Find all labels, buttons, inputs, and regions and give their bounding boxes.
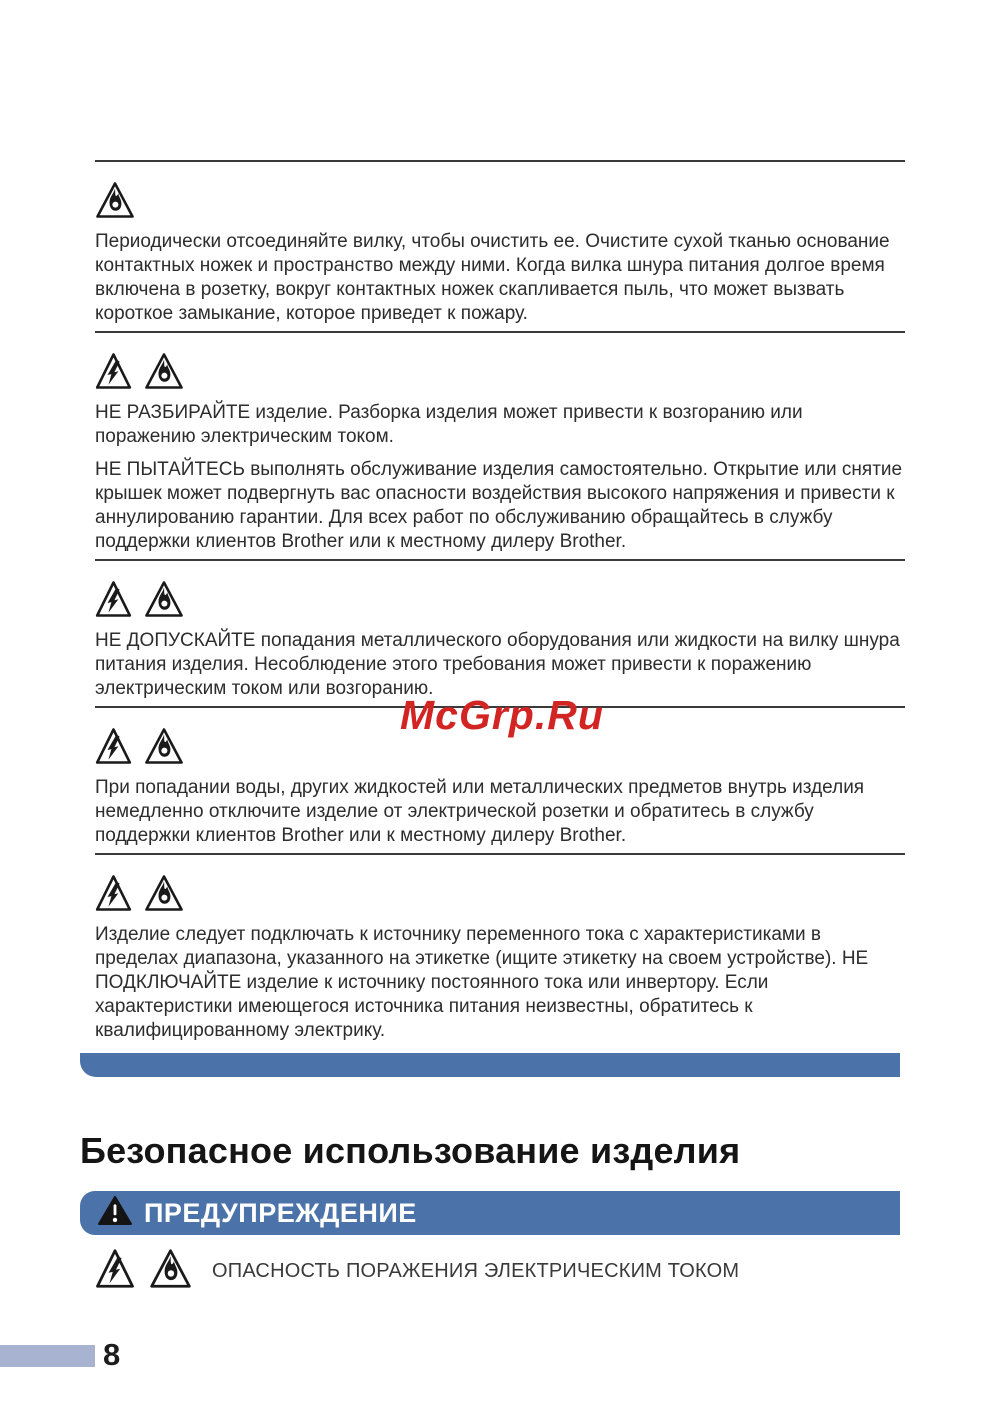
warning-paragraph: НЕ ПЫТАЙТЕСЬ выполнять обслуживание изделия самостоятельно. Открытие или снятие крышек может подвергнуть вас опасности воздействия высокого напряжения и привести к аннулированию гарантии. Для всех работ по обслуживанию обращайтесь в службу поддержки клиентов Brother или к местному дилеру Brother. <box>95 459 903 552</box>
watermark: McGrp.Ru <box>400 692 604 738</box>
warning-banner-label: ПРЕДУПРЕЖДЕНИЕ <box>144 1197 417 1228</box>
warning-paragraph: При попадании воды, других жидкостей или металлических предметов внутрь изделия немедленно отключите изделие от электрической розетки и обратитесь в службу поддержки клиентов Brother или к местному дилеру Brother. <box>95 777 865 846</box>
fire-hazard-icon <box>144 726 184 766</box>
warning-paragraph: Изделие следует подключать к источнику переменного тока с характеристиками в пределах диапазона, указанного на этикетке (ищите этикетку на своем устройстве). НЕ ПОДКЛЮЧАЙТЕ изделие к источнику постоянного тока или инвертору. Если характеристики имеющегося источника питания неизвестны, обратитесь к квалифицированному электрику. <box>95 924 869 1041</box>
section-divider-bar <box>80 1053 900 1077</box>
warning-paragraph: Периодически отсоединяйте вилку, чтобы очистить ее. Очистите сухой тканью основание контактных ножек и пространство между ними. Когда вилка шнура питания долгое время включена в розетку, вокруг контактных ножек скапливается пыль, что может вызвать короткое замыкание, которое приведет к пожару. <box>95 231 890 324</box>
page-title: Безопасное использование изделия <box>80 1130 741 1171</box>
hazard-icons <box>95 873 905 913</box>
divider-rule <box>95 160 905 162</box>
hazard-icons <box>95 351 905 391</box>
divider-rule <box>95 559 905 561</box>
page-number: 8 <box>103 1337 121 1372</box>
warning-block <box>95 160 905 326</box>
warning-block <box>95 331 905 554</box>
divider-rule <box>95 331 905 333</box>
electric-shock-icon <box>95 579 132 619</box>
electric-shock-icon <box>95 873 132 913</box>
electric-shock-icon <box>95 726 132 766</box>
warning-block <box>95 559 905 701</box>
footer-bar <box>0 1345 95 1367</box>
warning-banner <box>80 1191 900 1235</box>
warning-block <box>95 853 905 1043</box>
shock-hazard-note-label: ОПАСНОСТЬ ПОРАЖЕНИЯ ЭЛЕКТРИЧЕСКИМ ТОКОМ <box>212 1259 740 1282</box>
electric-shock-icon <box>95 351 132 391</box>
divider-rule <box>95 853 905 855</box>
shock-hazard-note <box>95 1249 1000 1293</box>
warning-paragraph: НЕ РАЗБИРАЙТЕ изделие. Разборка изделия может привести к возгоранию или поражению электрическим током. <box>95 402 803 447</box>
safety-warnings-list <box>95 160 905 1043</box>
warning-triangle-icon <box>98 1195 132 1231</box>
hazard-icons <box>95 180 905 220</box>
warning-paragraph: НЕ ДОПУСКАЙТЕ попадания металлического оборудования или жидкости на вилку шнура питания изделия. Несоблюдение этого требования может привести к поражению электрическим током или возгоранию. <box>95 630 900 699</box>
fire-hazard-icon <box>144 579 184 619</box>
fire-hazard-icon <box>95 180 135 220</box>
fire-hazard-icon <box>144 351 184 391</box>
fire-hazard-icon <box>144 873 184 913</box>
fire-hazard-icon <box>149 1247 192 1295</box>
hazard-icons <box>95 579 905 619</box>
electric-shock-icon <box>95 1247 135 1295</box>
